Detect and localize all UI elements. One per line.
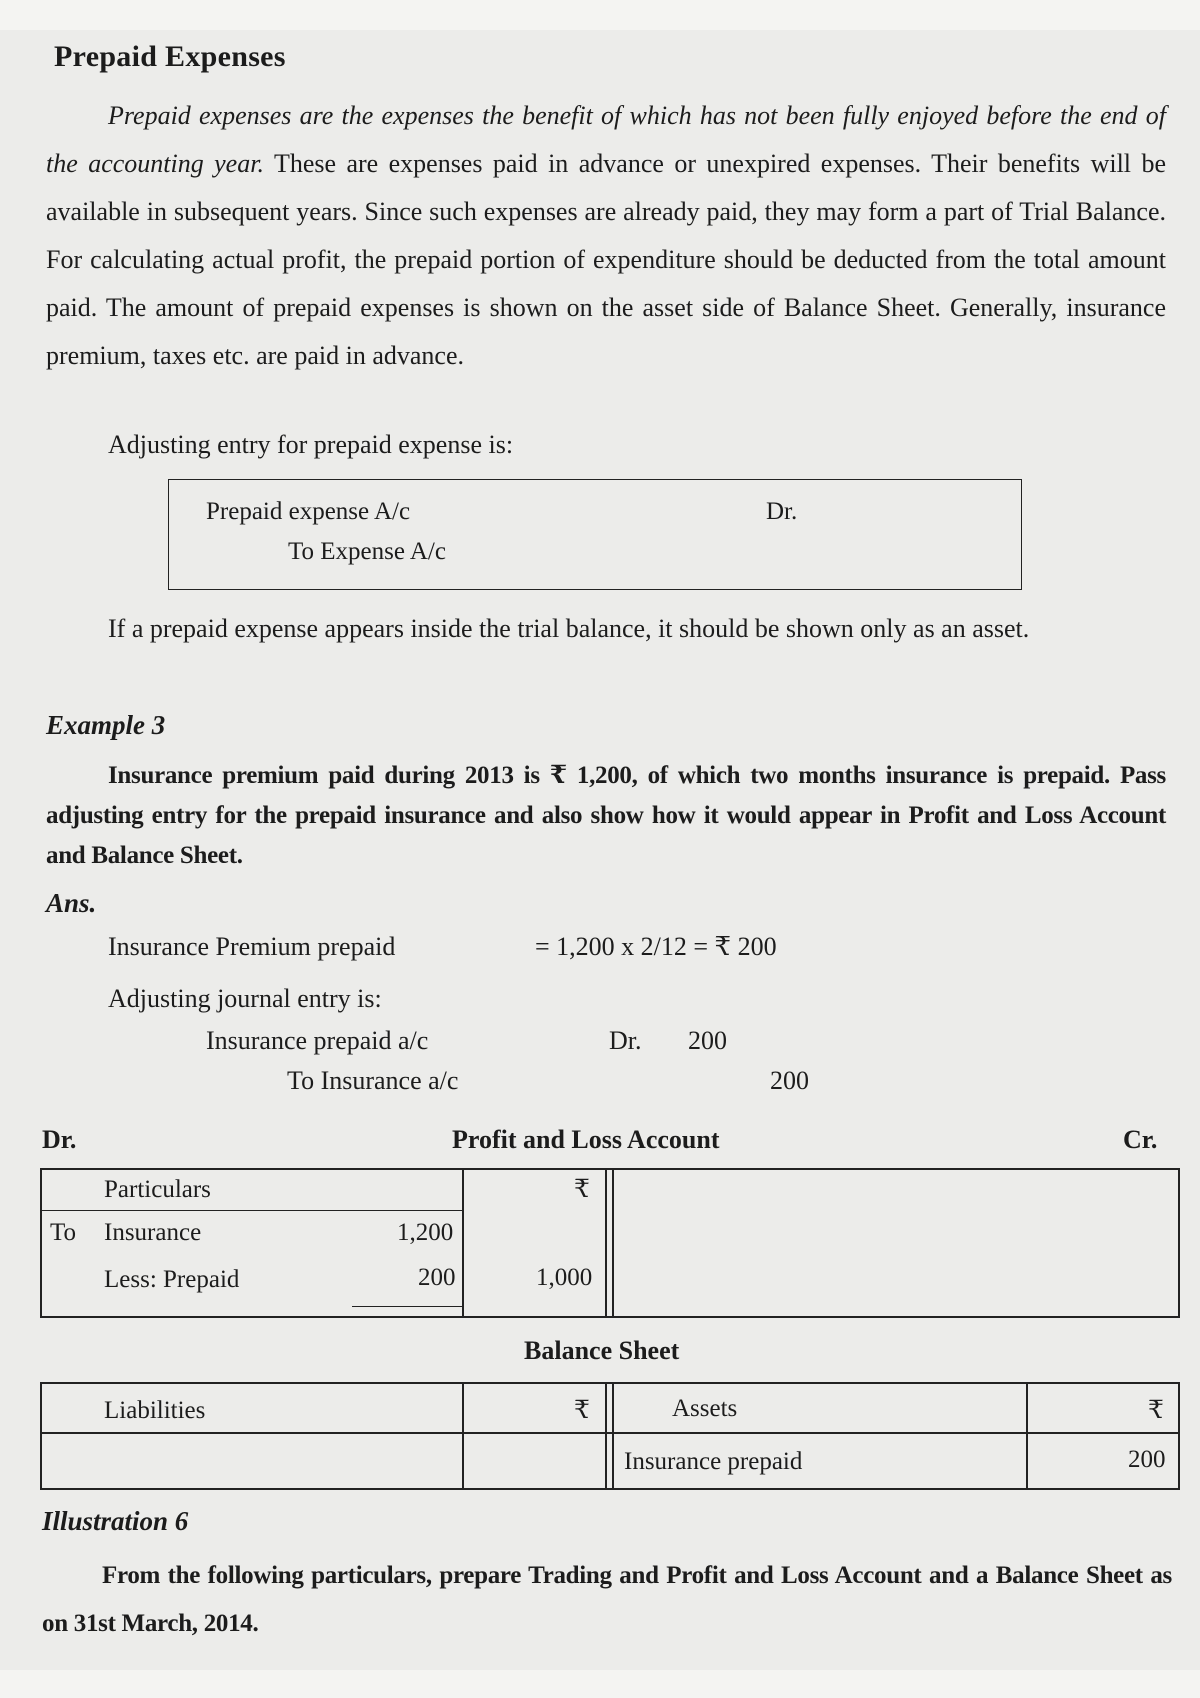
intro-definition: Prepaid expenses are the expenses the benefit of which has not been fully enjoyed before the end of the accounting year. [46, 101, 1166, 178]
pl-row-to: To [50, 1219, 77, 1246]
bs-col-liabilities: Liabilities [104, 1397, 206, 1424]
example-heading: Example 3 [46, 710, 166, 740]
bs-asset-insurance-prepaid: Insurance prepaid [624, 1448, 803, 1475]
entry-debit-account: Prepaid expense A/c [206, 498, 411, 525]
journal-credit-account: To Insurance a/c [287, 1066, 459, 1095]
pl-row-insurance: Insurance [104, 1219, 202, 1246]
pl-row-prepaid-amount: 200 [418, 1264, 456, 1291]
bs-title: Balance Sheet [524, 1336, 680, 1365]
bs-col-assets: Assets [672, 1395, 738, 1422]
journal-intro: Adjusting journal entry is: [108, 984, 382, 1013]
pl-cr-label: Cr. [1123, 1125, 1158, 1154]
journal-debit-amount: 200 [688, 1026, 727, 1055]
example-question: Insurance premium paid during 2013 is ₹ 1,200, of which two months insurance is prepaid. Pass adjusting entry for the prepaid insurance and also show how it would appear in Profit and Loss Account and Balance Sheet. [46, 762, 1166, 869]
entry-credit-account: To Expense A/c [288, 538, 446, 565]
pl-dr-label: Dr. [42, 1125, 77, 1154]
section-title: Prepaid Expenses [54, 40, 286, 73]
pl-row-net-amount: 1,000 [536, 1264, 593, 1291]
adjusting-entry-intro: Adjusting entry for prepaid expense is: [108, 430, 514, 459]
pl-col-particulars: Particulars [104, 1176, 211, 1203]
pl-col-rupee: ₹ [574, 1176, 590, 1203]
pl-title: Profit and Loss Account [452, 1125, 720, 1154]
illustration-heading: Illustration 6 [42, 1506, 189, 1536]
pl-row-less-prepaid: Less: Prepaid [104, 1266, 240, 1293]
intro-paragraph [46, 92, 1166, 380]
journal-dr-label: Dr. [609, 1026, 642, 1055]
intro-body: These are expenses paid in advance or unexpired expenses. Their benefits will be available in subsequent years. Since such expenses are already paid, they may form a part of Trial Balance. For calculating actual profit, the prepaid portion of expenditure should be deducted from the total amount paid. The amount of prepaid expenses is shown on the asset side of Balance Sheet. Generally, insurance premium, taxes etc. are paid in advance. [46, 149, 1166, 370]
pl-row-insurance-amount: 1,200 [397, 1219, 454, 1246]
journal-debit-account: Insurance prepaid a/c [206, 1026, 429, 1055]
calc-value: = 1,200 x 2/12 = ₹ 200 [535, 932, 777, 961]
bs-col-rupee-left: ₹ [574, 1397, 590, 1424]
adjusting-entry-box [168, 479, 1022, 590]
answer-label: Ans. [46, 888, 97, 918]
bs-asset-amount: 200 [1128, 1446, 1166, 1473]
illustration-text: From the following particulars, prepare Trading and Profit and Loss Account and a Balance Sheet as on 31st March, 2014. [42, 1562, 1172, 1637]
calc-label: Insurance Premium prepaid [108, 932, 396, 961]
bs-col-rupee-right: ₹ [1148, 1397, 1164, 1424]
trial-balance-note: If a prepaid expense appears inside the trial balance, it should be shown only as an asset. [108, 614, 1030, 643]
journal-credit-amount: 200 [770, 1066, 809, 1095]
entry-dr-label: Dr. [766, 498, 798, 525]
